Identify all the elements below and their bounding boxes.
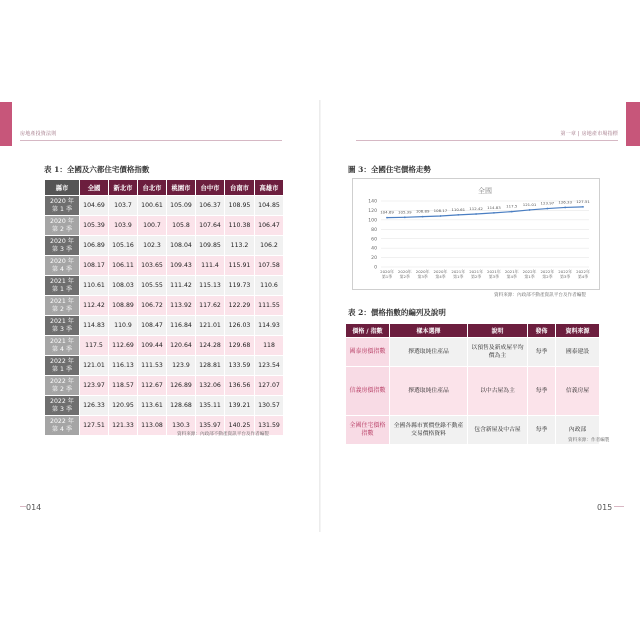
- right-head-rule: [356, 140, 618, 141]
- table1-value-cell: 127.07: [255, 376, 284, 396]
- table1-value-cell: 126.89: [167, 376, 196, 396]
- data-label: 104.69: [380, 209, 394, 215]
- table2-caption: 表 2：價格指數的編列及說明: [348, 308, 446, 317]
- table2-desc-cell: 以預售及新成屋平均價為主: [468, 338, 528, 367]
- table1-value-cell: 113.92: [167, 296, 196, 316]
- data-label: 106.89: [415, 208, 430, 214]
- x-tick-label: 2021年第3季: [487, 269, 501, 279]
- data-point: [564, 207, 566, 209]
- left-head-rule: [20, 140, 282, 141]
- table1-period-cell: [45, 336, 80, 356]
- period-line: 第 4 季: [51, 425, 73, 433]
- table1-value-cell: 103.65: [138, 256, 167, 276]
- table2-column-header: 樣本選擇: [390, 324, 468, 338]
- x-tick-label: 2022年第2季: [540, 269, 555, 279]
- table1-value-cell: 111.4: [196, 256, 225, 276]
- x-tick-label: 2021年第4季: [504, 269, 519, 279]
- price-trend-chart: [352, 178, 600, 290]
- table1-value-cell: 139.21: [225, 396, 255, 416]
- period-line: 第 1 季: [51, 205, 73, 213]
- table1-value-cell: 129.68: [225, 336, 255, 356]
- y-tick-label: 60: [371, 237, 377, 243]
- table1-value-cell: 105.39: [80, 216, 109, 236]
- right-running-head: 第一章 | 房地產市場指標: [560, 131, 618, 137]
- table1-value-cell: 131.59: [255, 416, 284, 436]
- x-tick-label: 2020年第1季: [380, 269, 394, 279]
- book-gutter: [319, 100, 321, 532]
- table1-column-header: 桃園市: [167, 180, 196, 196]
- table1-value-cell: 126.33: [80, 396, 109, 416]
- table-row: [45, 216, 284, 236]
- table1-column-header: 台中市: [196, 180, 225, 196]
- table1-value-cell: 135.97: [196, 416, 225, 436]
- period-line: 第 2 季: [51, 305, 73, 313]
- period-line: 第 1 季: [51, 285, 73, 293]
- period-line: 2020 年: [50, 217, 74, 225]
- table1-value-cell: 135.11: [196, 396, 225, 416]
- chart-canvas: [353, 179, 599, 289]
- table2-column-header: 說明: [468, 324, 528, 338]
- table1-value-cell: 126.03: [225, 316, 255, 336]
- table1-value-cell: 106.11: [109, 256, 138, 276]
- period-line: 2021 年: [50, 297, 74, 305]
- table1-value-cell: 110.9: [109, 316, 138, 336]
- x-tick-label: 2022年第1季: [522, 269, 537, 279]
- table1-period-cell: [45, 276, 80, 296]
- data-label: 126.33: [558, 199, 572, 205]
- table2-column-header: 價格 / 指數: [346, 324, 390, 338]
- table1-period-cell: [45, 216, 80, 236]
- chart-caption: 圖 3：全國住宅價格走勢: [348, 165, 431, 174]
- table1-value-cell: 118: [255, 336, 284, 356]
- period-line: 2020 年: [50, 237, 74, 245]
- table1-period-cell: [45, 236, 80, 256]
- table1-value-cell: 106.2: [255, 236, 284, 256]
- table1-value-cell: 124.28: [196, 336, 225, 356]
- table2-sample-cell: 擇選取純住產品: [390, 367, 468, 416]
- table1-value-cell: 105.16: [109, 236, 138, 256]
- table1-value-cell: 106.89: [80, 236, 109, 256]
- left-chapter-tab: [0, 102, 12, 146]
- table1-value-cell: 118.57: [109, 376, 138, 396]
- data-label: 114.83: [487, 204, 501, 210]
- period-line: 2022 年: [50, 417, 74, 425]
- data-point: [511, 211, 513, 213]
- x-tick-label: 2020年第2季: [397, 269, 412, 279]
- table1-value-cell: 116.84: [167, 316, 196, 336]
- table2-src-cell: 信義房屋: [556, 367, 600, 416]
- table1-value-cell: 122.29: [225, 296, 255, 316]
- table1-value-cell: 121.01: [80, 356, 109, 376]
- table1-value-cell: 112.42: [80, 296, 109, 316]
- table1-value-cell: 132.06: [196, 376, 225, 396]
- table1-value-cell: 109.44: [138, 336, 167, 356]
- period-line: 2021 年: [50, 317, 74, 325]
- table1-column-header: 全國: [80, 180, 109, 196]
- table2-src-cell: 內政部: [556, 416, 600, 445]
- x-tick-label: 2020年第4季: [433, 269, 448, 279]
- table1-period-cell: [45, 196, 80, 216]
- table2-column-header: 資料來源: [556, 324, 600, 338]
- table1-value-cell: 113.61: [138, 396, 167, 416]
- table1-value-cell: 120.95: [109, 396, 138, 416]
- period-line: 第 4 季: [51, 265, 73, 273]
- table1-value-cell: 110.6: [255, 276, 284, 296]
- table1-value-cell: 123.54: [255, 356, 284, 376]
- table1-period-cell: [45, 296, 80, 316]
- table-row: [45, 276, 284, 296]
- table1-value-cell: 106.72: [138, 296, 167, 316]
- period-line: 2022 年: [50, 377, 74, 385]
- table1-value-cell: 104.85: [255, 196, 284, 216]
- table1-value-cell: 108.89: [109, 296, 138, 316]
- period-line: 2022 年: [50, 357, 74, 365]
- table1-value-cell: 100.61: [138, 196, 167, 216]
- table1-value-cell: 102.3: [138, 236, 167, 256]
- data-point: [529, 209, 531, 211]
- table1-value-cell: 113.08: [138, 416, 167, 436]
- table1-corner-header: 縣市: [45, 180, 80, 196]
- table1-value-cell: 110.61: [80, 276, 109, 296]
- data-label: 108.17: [433, 208, 448, 214]
- y-tick-label: 100: [368, 218, 377, 224]
- table2-column-header: 發佈: [528, 324, 556, 338]
- period-line: 第 4 季: [51, 345, 73, 353]
- table1-value-cell: 108.17: [80, 256, 109, 276]
- data-point: [440, 215, 442, 217]
- table1-source: 資料來源：內政部不動產資訊平台及作者編製: [177, 432, 269, 437]
- data-label: 121.01: [522, 201, 537, 207]
- period-line: 2020 年: [50, 197, 74, 205]
- table1-value-cell: 105.09: [167, 196, 196, 216]
- table1-value-cell: 103.7: [109, 196, 138, 216]
- table1-value-cell: 112.67: [138, 376, 167, 396]
- table1-value-cell: 112.69: [109, 336, 138, 356]
- table-row: [45, 196, 284, 216]
- table1-value-cell: 111.42: [167, 276, 196, 296]
- table-row: [45, 316, 284, 336]
- table1-value-cell: 117.62: [196, 296, 225, 316]
- table-row: [346, 338, 600, 367]
- chart-source: 資料來源：內政部不動產資訊平台及作者編製: [494, 293, 586, 298]
- table2-freq-cell: 每季: [528, 367, 556, 416]
- table1-value-cell: 128.68: [167, 396, 196, 416]
- table2-index-name-cell: 全國住宅價格指數: [346, 416, 390, 445]
- period-line: 2022 年: [50, 397, 74, 405]
- data-label: 127.51: [576, 198, 590, 204]
- table1-caption: 表 1：全國及六都住宅價格指數: [44, 165, 150, 174]
- table-row: [45, 296, 284, 316]
- table1-value-cell: 106.37: [196, 196, 225, 216]
- data-label: 112.42: [469, 206, 483, 212]
- table2-freq-cell: 每季: [528, 416, 556, 445]
- table1-value-cell: 127.51: [80, 416, 109, 436]
- y-tick-label: 20: [371, 256, 377, 262]
- table2-freq-cell: 每季: [528, 338, 556, 367]
- table1-period-cell: [45, 416, 80, 436]
- table1-column-header: 台南市: [225, 180, 255, 196]
- table1-value-cell: 111.55: [255, 296, 284, 316]
- table1-period-cell: [45, 376, 80, 396]
- table1-value-cell: 106.47: [255, 216, 284, 236]
- table-row: [45, 356, 284, 376]
- index-description-table: [345, 323, 600, 445]
- table1-value-cell: 121.33: [109, 416, 138, 436]
- table-row: [346, 416, 600, 445]
- data-label: 123.97: [540, 200, 555, 206]
- table-row: [45, 396, 284, 416]
- table1-period-cell: [45, 316, 80, 336]
- table1-value-cell: 109.43: [167, 256, 196, 276]
- y-tick-label: 40: [371, 246, 377, 252]
- period-line: 第 1 季: [51, 365, 73, 373]
- y-tick-label: 0: [374, 265, 377, 271]
- table1-value-cell: 108.47: [138, 316, 167, 336]
- table1-value-cell: 108.95: [225, 196, 255, 216]
- table1-value-cell: 119.73: [225, 276, 255, 296]
- table1-period-cell: [45, 396, 80, 416]
- table1-value-cell: 111.53: [138, 356, 167, 376]
- table1-value-cell: 140.25: [225, 416, 255, 436]
- right-folio: 015: [597, 503, 613, 512]
- table1-value-cell: 100.7: [138, 216, 167, 236]
- table1-value-cell: 107.58: [255, 256, 284, 276]
- table1-value-cell: 109.85: [196, 236, 225, 256]
- table-row: [45, 256, 284, 276]
- period-line: 2021 年: [50, 277, 74, 285]
- period-line: 第 2 季: [51, 385, 73, 393]
- table1-value-cell: 133.59: [225, 356, 255, 376]
- x-tick-label: 2021年第1季: [451, 269, 466, 279]
- data-point: [422, 216, 424, 218]
- table-row: [45, 376, 284, 396]
- table1-value-cell: 128.81: [196, 356, 225, 376]
- table-row: [346, 367, 600, 416]
- right-chapter-tab: [626, 102, 640, 146]
- table1-period-cell: [45, 256, 80, 276]
- table2-index-name-cell: 國泰房價指數: [346, 338, 390, 367]
- chart-title: 全國: [478, 187, 492, 195]
- period-line: 第 3 季: [51, 405, 73, 413]
- data-label: 117.5: [506, 203, 518, 209]
- period-line: 第 3 季: [51, 325, 73, 333]
- data-label: 105.39: [398, 209, 412, 215]
- y-tick-label: 80: [371, 227, 377, 233]
- table1-value-cell: 130.57: [255, 396, 284, 416]
- table2-index-name-cell: 信義房價指數: [346, 367, 390, 416]
- table-row: [45, 236, 284, 256]
- price-index-table: [44, 179, 284, 436]
- table1-value-cell: 136.56: [225, 376, 255, 396]
- table2-source: 資料來源：作者編製: [568, 438, 610, 443]
- table1-column-header: 新北市: [109, 180, 138, 196]
- table1-period-cell: [45, 356, 80, 376]
- table2-desc-cell: 以中古屋為主: [468, 367, 528, 416]
- table1-value-cell: 130.3: [167, 416, 196, 436]
- period-line: 第 2 季: [51, 225, 73, 233]
- table1-value-cell: 115.13: [196, 276, 225, 296]
- table1-value-cell: 103.9: [109, 216, 138, 236]
- period-line: 2021 年: [50, 337, 74, 345]
- table1-value-cell: 114.83: [80, 316, 109, 336]
- y-tick-label: 140: [368, 199, 377, 205]
- data-point: [582, 206, 584, 208]
- period-line: 第 3 季: [51, 245, 73, 253]
- table1-value-cell: 113.2: [225, 236, 255, 256]
- table2-desc-cell: 包含新屋及中古屋: [468, 416, 528, 445]
- table1-value-cell: 108.03: [109, 276, 138, 296]
- y-tick-label: 120: [368, 209, 377, 215]
- x-tick-label: 2020年第3季: [415, 269, 430, 279]
- data-point: [457, 214, 459, 216]
- table1-column-header: 台北市: [138, 180, 167, 196]
- data-point: [493, 212, 495, 214]
- data-point: [404, 216, 406, 218]
- table1-value-cell: 117.5: [80, 336, 109, 356]
- x-tick-label: 2021年第2季: [469, 269, 483, 279]
- left-folio: 014: [26, 503, 42, 512]
- data-point: [546, 208, 548, 210]
- table1-value-cell: 108.04: [167, 236, 196, 256]
- table1-value-cell: 105.8: [167, 216, 196, 236]
- table1-value-cell: 121.01: [196, 316, 225, 336]
- table1-value-cell: 110.38: [225, 216, 255, 236]
- x-tick-label: 2022年第4季: [576, 269, 590, 279]
- data-point: [475, 213, 477, 215]
- table2-sample-cell: 擇選取純住產品: [390, 338, 468, 367]
- left-running-head: 房地產投資法則: [20, 131, 57, 137]
- table1-value-cell: 115.91: [225, 256, 255, 276]
- data-point: [386, 217, 388, 219]
- table1-value-cell: 123.97: [80, 376, 109, 396]
- table1-value-cell: 105.55: [138, 276, 167, 296]
- right-folio-line: [614, 506, 624, 507]
- table2-sample-cell: 全國各縣市實價登錄不動產交易價格資料: [390, 416, 468, 445]
- table2-src-cell: 國泰建設: [556, 338, 600, 367]
- table1-value-cell: 104.69: [80, 196, 109, 216]
- table-row: [45, 336, 284, 356]
- period-line: 2020 年: [50, 257, 74, 265]
- table1-value-cell: 107.64: [196, 216, 225, 236]
- table1-column-header: 高雄市: [255, 180, 284, 196]
- table1-value-cell: 114.93: [255, 316, 284, 336]
- x-tick-label: 2022年第3季: [558, 269, 573, 279]
- data-label: 110.61: [451, 206, 466, 212]
- table1-value-cell: 120.64: [167, 336, 196, 356]
- table1-value-cell: 116.13: [109, 356, 138, 376]
- table1-value-cell: 123.9: [167, 356, 196, 376]
